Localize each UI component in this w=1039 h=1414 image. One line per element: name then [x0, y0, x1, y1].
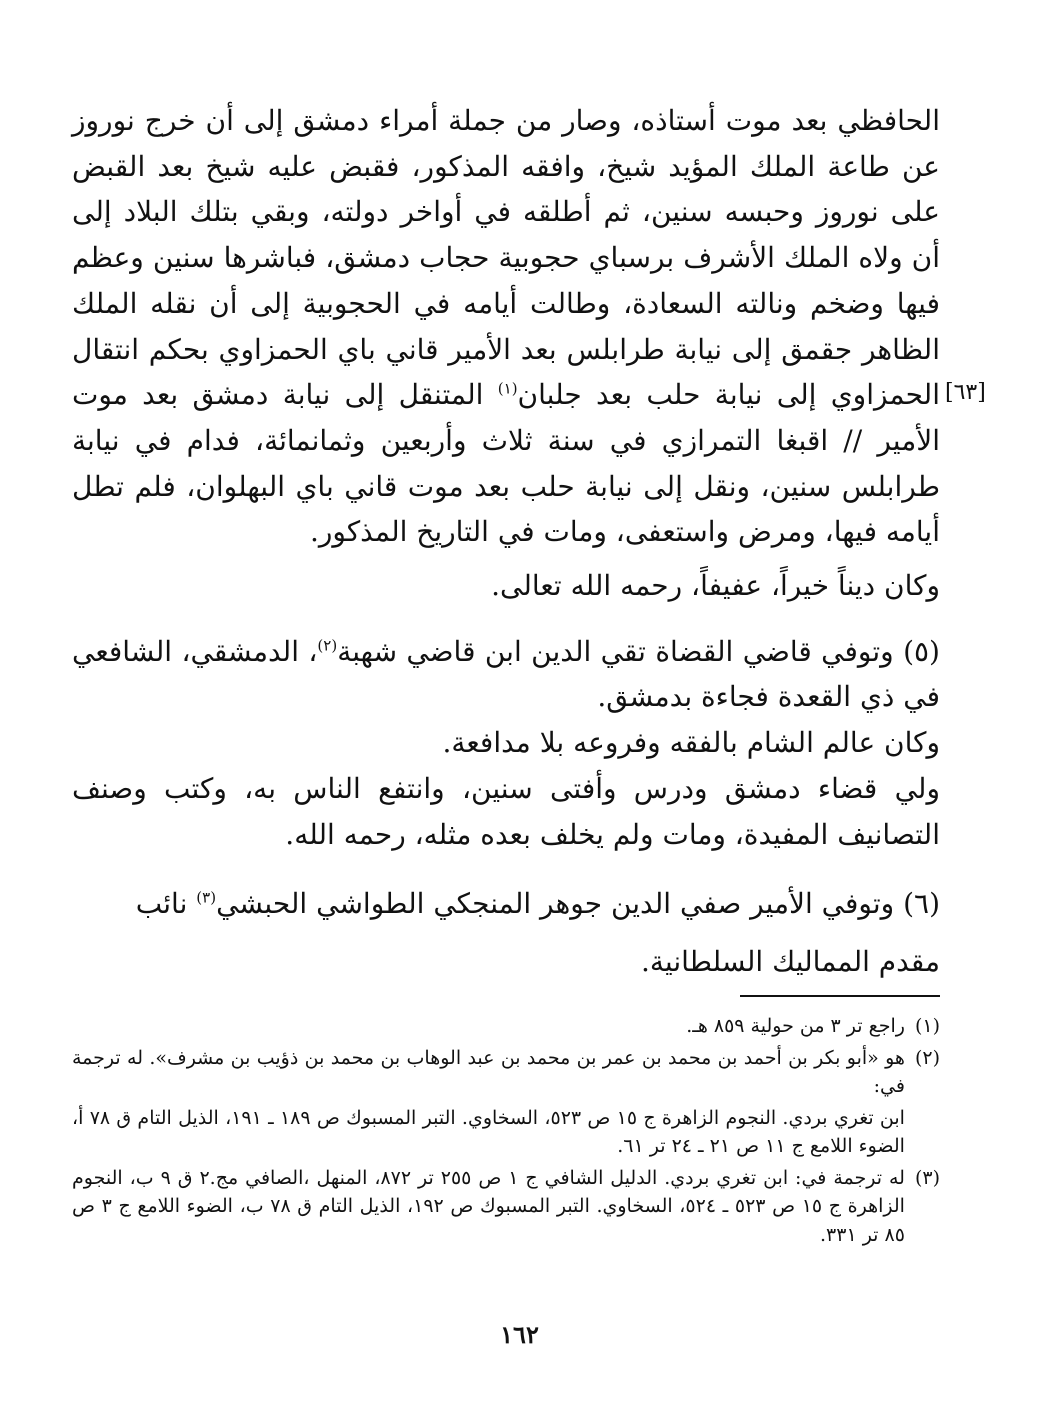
footnote-2 [72, 1044, 940, 1161]
paragraph-virtue: وكان ديناً خيراً، عفيفاً، رحمه الله تعالى. [491, 569, 940, 603]
paragraph-biography [72, 98, 940, 555]
manuscript-folio-marker: [٦٣] [945, 380, 986, 405]
footnote-3-text [72, 1164, 905, 1250]
paragraph-entry-5 [72, 629, 940, 720]
paragraph-entry-6 [72, 881, 940, 984]
footnote-1 [72, 1012, 940, 1041]
footnote-2-text [72, 1044, 905, 1161]
footnote-1-body: راجع تر ٣ من حولية ٨٥٩ هـ. [686, 1015, 905, 1037]
footnote-3 [72, 1164, 940, 1250]
footnote-separator [740, 995, 940, 997]
footnote-2-number: (٢) [914, 1046, 940, 1069]
footnote-2-sources: ابن تغري بردي. النجوم الزاهرة ج ١٥ ص ٥٢٣، السخاوي. التبر المسبوك ص ١٨٩ ـ ١٩١، الذيل التام ق ٧٨ أ، الضوء اللامع ج ١١ ص ٢١ ـ ٢٤ تر ٦١. [72, 1106, 905, 1157]
footnote-1-text [72, 1012, 905, 1041]
paragraph-biography-part2: المتنقل إلى نيابة دمشق بعد موت الأمير // اقبغا التمرازي في سنة ثلاث وأربعين وثمانمائة، فدام في نيابة طرابلس سنين، ونقل إلى نيابة حلب بعد موت قاني باي البهلوان، فلم تطل أيامه فيها، ومرض واستعفى، ومات في التاريخ المذكور. [72, 378, 940, 549]
entry-5-text-b: ، الدمشقي، الشافعي في ذي القعدة فجاءة بدمشق. [72, 634, 940, 714]
entry-6-text-c: مقدم المماليك السلطانية. [640, 944, 940, 978]
main-text [72, 98, 940, 985]
footnote-ref-2[interactable]: (٢) [317, 636, 338, 655]
footnote-3-number: (٣) [914, 1166, 940, 1189]
footnote-2-body: هو «أبو بكر بن أحمد بن محمد بن عمر بن محمد بن عبد الوهاب بن محمد بن ذؤيب بن مشرف». له ترجمة في: [72, 1046, 905, 1097]
paragraph-biography-part1: الحافظي بعد موت أستاذه، وصار من جملة أمراء دمشق إلى أن خرج نوروز عن طاعة الملك المؤيد شيخ، وافقه المذكور، فقبض عليه شيخ بعد القبض على نوروز وحبسه سنين، ثم أطلقه في أواخر دولته، وبقي بتلك البلاد إلى أن ولاه الملك الأشرف برسباي حجوبية حجاب دمشق، فباشرها سنين وعظم فيها وضخم ونالته السعادة، وطالت أيامه في الحجوبية إلى أن نقله الملك الظاهر جقمق إلى نيابة طرابلس بعد الأمير قاني باي الحمزاوي بحكم انتقال الحمزاوي إلى نيابة حلب بعد جلبان [72, 104, 940, 412]
footnote-1-number: (١) [914, 1015, 940, 1037]
entry-5-text-a: (٥) وتوفي قاضي القضاة تقي الدين ابن قاضي شهبة [337, 634, 940, 668]
footnote-3-body: له ترجمة في: ابن تغري بردي. الدليل الشافي ج ١ ص ٢٥٥ تر ٨٧٢، المنهل ،الصافي مج.٢ ق ٩ ب، النجوم الزاهرة ج ١٥ ص ٥٢٣ ـ ٥٢٤، السخاوي. التبر المسبوك ص ١٩٢، الذيل التام ق ٧٨ ب، الضوء اللامع ج ٣ ص ٨٥ تر ٣٣١. [72, 1166, 905, 1246]
paragraph-career: ولي قضاء دمشق ودرس وأفتى سنين، وانتفع الناس به، وكتب وصنف التصانيف المفيدة، ومات ولم يخلف بعده مثله، رحمه الله. [72, 771, 940, 851]
entry-6-text-a: (٦) وتوفي الأمير صفي الدين جوهر المنجكي الطواشي الحبشي [216, 887, 940, 921]
footnote-ref-1[interactable]: (١) [497, 379, 518, 398]
footnotes [72, 1012, 940, 1252]
footnote-ref-3[interactable]: (٣) [196, 888, 217, 907]
page-number: ١٦٢ [500, 1320, 539, 1349]
paragraph-scholar: وكان عالم الشام بالفقه وفروعه بلا مدافعة. [442, 726, 940, 760]
entry-6-text-b: نائب [135, 887, 197, 921]
